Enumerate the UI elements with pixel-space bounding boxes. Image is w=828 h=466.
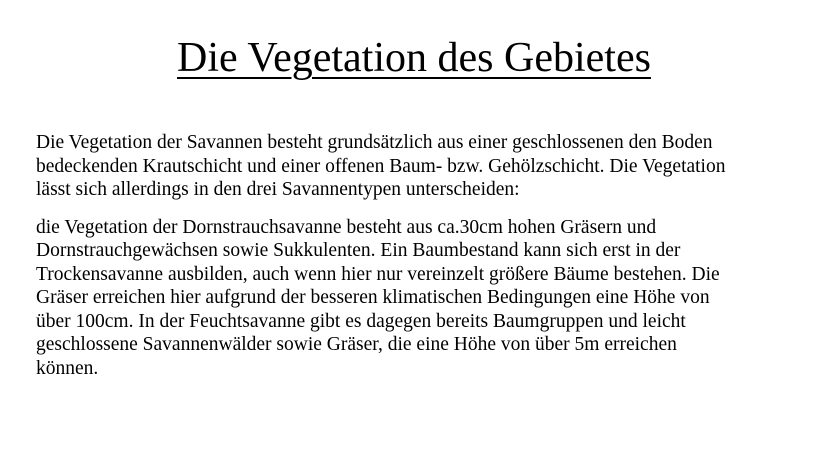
- paragraph-intro: Die Vegetation der Savannen besteht grundsätzlich aus einer geschlossenen den Boden bedeckenden Krautschicht und einer offenen Baum- bzw. Gehölzschicht. Die Vegetation lässt sich allerdings in den drei Savannentypen unterscheiden:: [36, 132, 726, 200]
- slide-body: [36, 131, 796, 380]
- slide-title: Die Vegetation des Gebietes: [177, 35, 651, 81]
- paragraph-savanna-types: die Vegetation der Dornstrauchsavanne besteht aus ca.30cm hohen Gräsern und Dornstrauchgewächsen sowie Sukkulenten. Ein Baumbestand kann sich erst in der Trockensavanne ausbilden, auch wenn hier nur vereinzelt größere Bäume bestehen. Die Gräser erreichen hier aufgrund der besseren klimatischen Bedingungen eine Höhe von über 100cm. In der Feuchtsavanne gibt es dagegen bereits Baumgruppen und leicht geschlossene Savannenwälder sowie Gräser, die eine Höhe von über 5m erreichen können.: [36, 216, 720, 379]
